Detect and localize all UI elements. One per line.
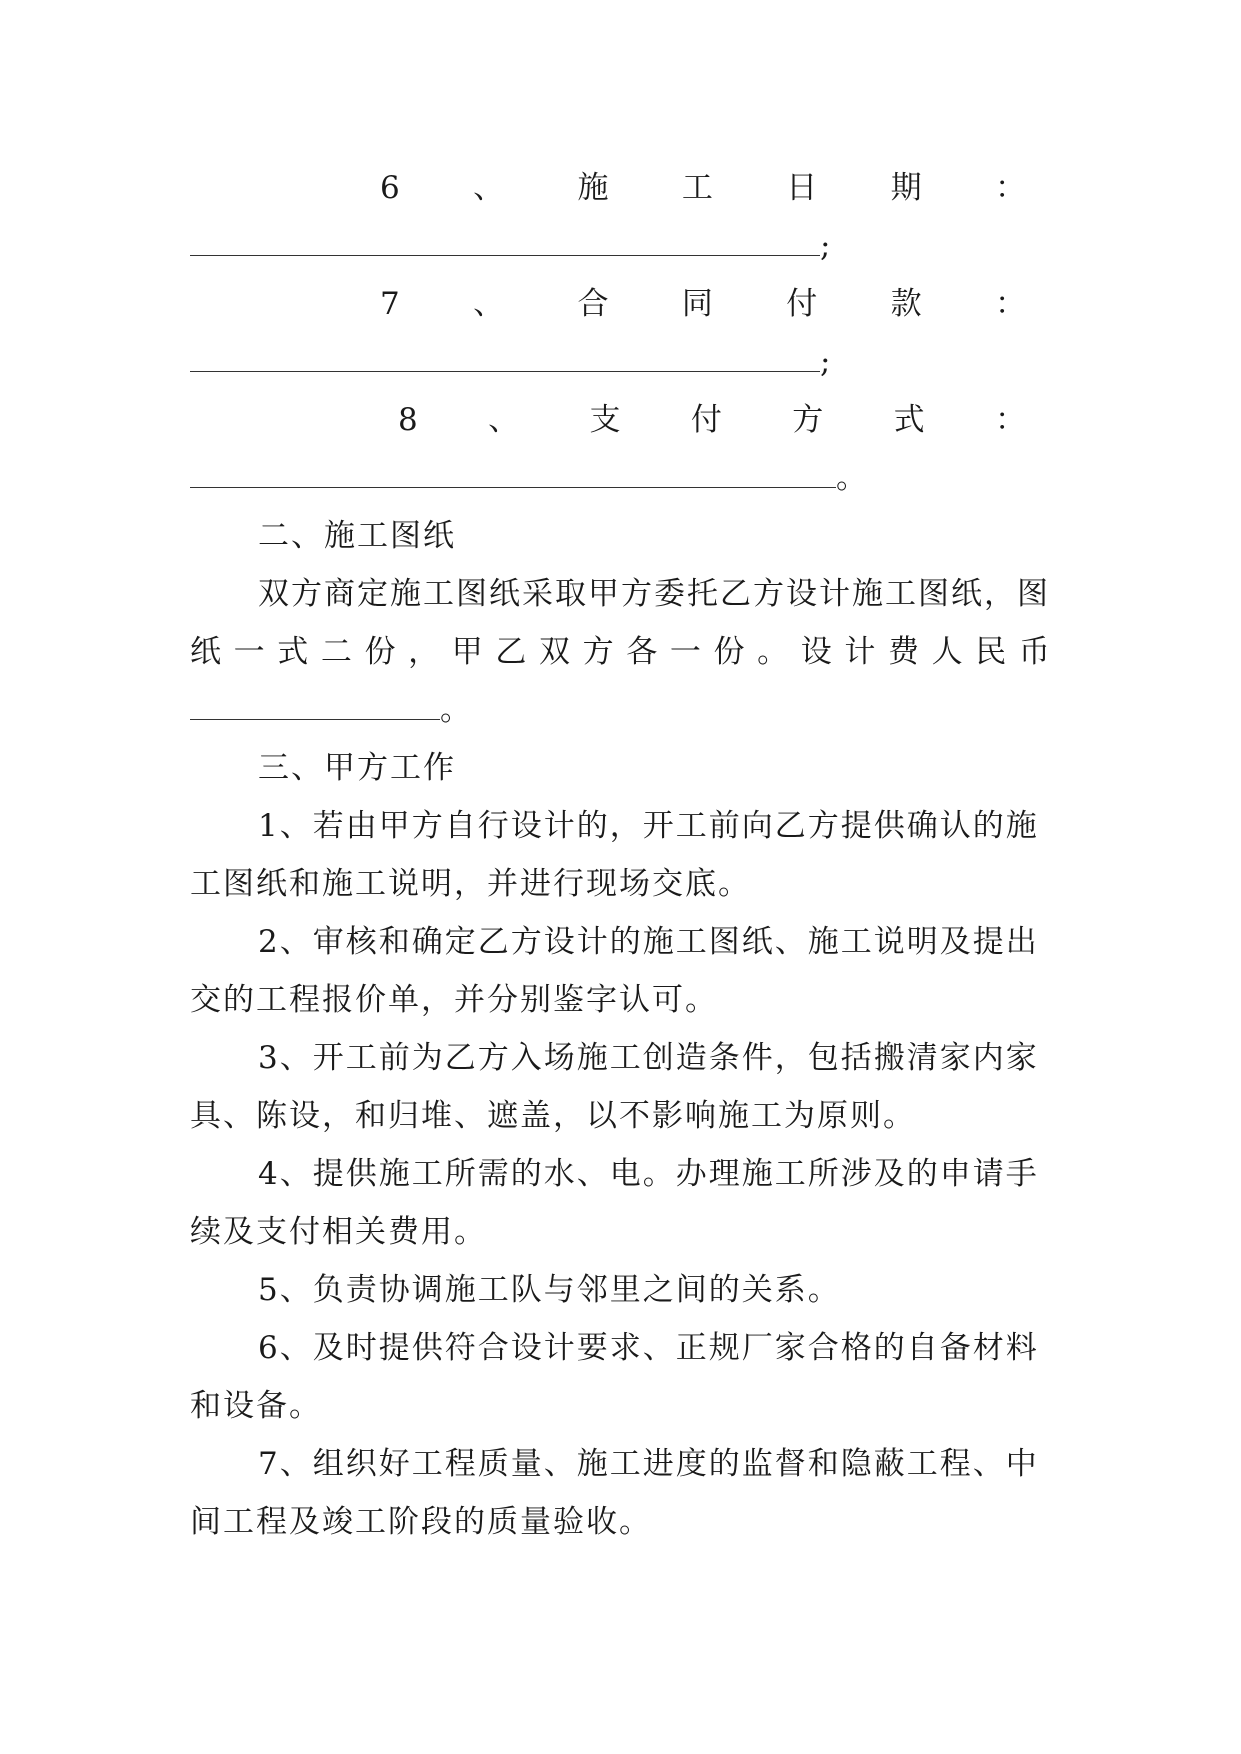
paragraph-char: ， (408, 634, 440, 670)
section-2-paragraph-line-1: 双方商定施工图纸采取甲方委托乙方设计施工图纸，图 (258, 576, 1050, 612)
field-separator: 、 (473, 170, 505, 206)
paragraph-char: 份 (713, 634, 745, 670)
section-3-item-2-line-2: 交的工程报价单，并分别鉴字认可。 (190, 982, 718, 1018)
field-7-row (380, 284, 1026, 324)
field-7-blank-row (190, 342, 1050, 382)
field-number: 6 (380, 170, 400, 206)
paragraph-char: 币 (1018, 634, 1050, 670)
section-3-item-3-line-1: 3、开工前为乙方入场施工创造条件，包括搬清家内家 (258, 1040, 1039, 1076)
design-fee-blank-line (190, 693, 440, 720)
field-colon: ： (994, 286, 1026, 322)
paragraph-char: 。 (757, 634, 789, 670)
field-8-blank-row (190, 458, 1050, 498)
field-6-blank-row (190, 226, 1050, 266)
paragraph-char: 民 (975, 634, 1007, 670)
section-3-item-2-line-1: 2、审核和确定乙方设计的施工图纸、施工说明及提出 (258, 924, 1039, 960)
field-char: 工 (681, 170, 713, 206)
section-3-item-5-line-1: 5、负责协调施工队与邻里之间的关系。 (258, 1272, 841, 1308)
paragraph-char: 份 (364, 634, 396, 670)
field-number: 8 (398, 402, 418, 438)
field-char: 款 (890, 286, 922, 322)
field-char: 式 (893, 402, 925, 438)
paragraph-char: 甲 (451, 634, 483, 670)
field-char: 付 (690, 402, 722, 438)
paragraph-char: 方 (582, 634, 614, 670)
field-7-blank-line (190, 345, 820, 372)
field-6-row (380, 168, 1026, 208)
section-3-heading: 三、甲方工作 (258, 750, 456, 786)
section-3-item-4-line-1: 4、提供施工所需的水、电。办理施工所涉及的申请手 (258, 1156, 1039, 1192)
paragraph-char: 式 (277, 634, 309, 670)
field-char: 支 (589, 402, 621, 438)
section-3-item-6-line-2: 和设备。 (190, 1388, 322, 1424)
field-6-blank-line (190, 229, 820, 256)
paragraph-char: 人 (931, 634, 963, 670)
field-char: 同 (681, 286, 713, 322)
field-char: 付 (786, 286, 818, 322)
field-char: 日 (786, 170, 818, 206)
section-2-heading: 二、施工图纸 (258, 518, 456, 554)
field-colon: ： (994, 170, 1026, 206)
paragraph-char: 纸 (190, 634, 221, 670)
section-2-paragraph-line-2 (190, 632, 1050, 672)
field-8-blank-line (190, 461, 836, 488)
paragraph-char: 一 (233, 634, 265, 670)
paragraph-char: 费 (888, 634, 919, 670)
section-3-item-4-line-2: 续及支付相关费用。 (190, 1214, 487, 1250)
field-char: 施 (577, 170, 609, 206)
section-3-item-1-line-1: 1、若由甲方自行设计的，开工前向乙方提供确认的施 (258, 808, 1039, 844)
field-number: 7 (380, 286, 400, 322)
field-8-end: 。 (836, 460, 867, 496)
paragraph-char: 乙 (495, 634, 527, 670)
paragraph-char: 双 (539, 634, 570, 670)
field-separator: 、 (473, 286, 505, 322)
field-char: 方 (792, 402, 824, 438)
field-8-row (398, 400, 1026, 440)
design-fee-end: 。 (440, 692, 471, 728)
field-char: 期 (890, 170, 922, 206)
paragraph-char: 设 (800, 634, 832, 670)
paragraph-char: 二 (320, 634, 352, 670)
section-3-item-1-line-2: 工图纸和施工说明，并进行现场交底。 (190, 866, 751, 902)
field-char: 合 (577, 286, 609, 322)
section-2-paragraph-line-3 (190, 690, 1050, 730)
field-separator: 、 (488, 402, 520, 438)
paragraph-char: 一 (669, 634, 701, 670)
section-3-item-7-line-2: 间工程及竣工阶段的质量验收。 (190, 1504, 652, 1540)
field-7-end: ; (820, 344, 831, 380)
field-colon: ： (994, 402, 1026, 438)
paragraph-char: 各 (626, 634, 658, 670)
section-3-item-3-line-2: 具、陈设，和归堆、遮盖，以不影响施工为原则。 (190, 1098, 916, 1134)
paragraph-char: 计 (844, 634, 876, 670)
section-3-item-6-line-1: 6、及时提供符合设计要求、正规厂家合格的自备材料 (258, 1330, 1039, 1366)
section-3-item-7-line-1: 7、组织好工程质量、施工进度的监督和隐蔽工程、中 (258, 1446, 1039, 1482)
field-6-end: ; (820, 228, 831, 264)
